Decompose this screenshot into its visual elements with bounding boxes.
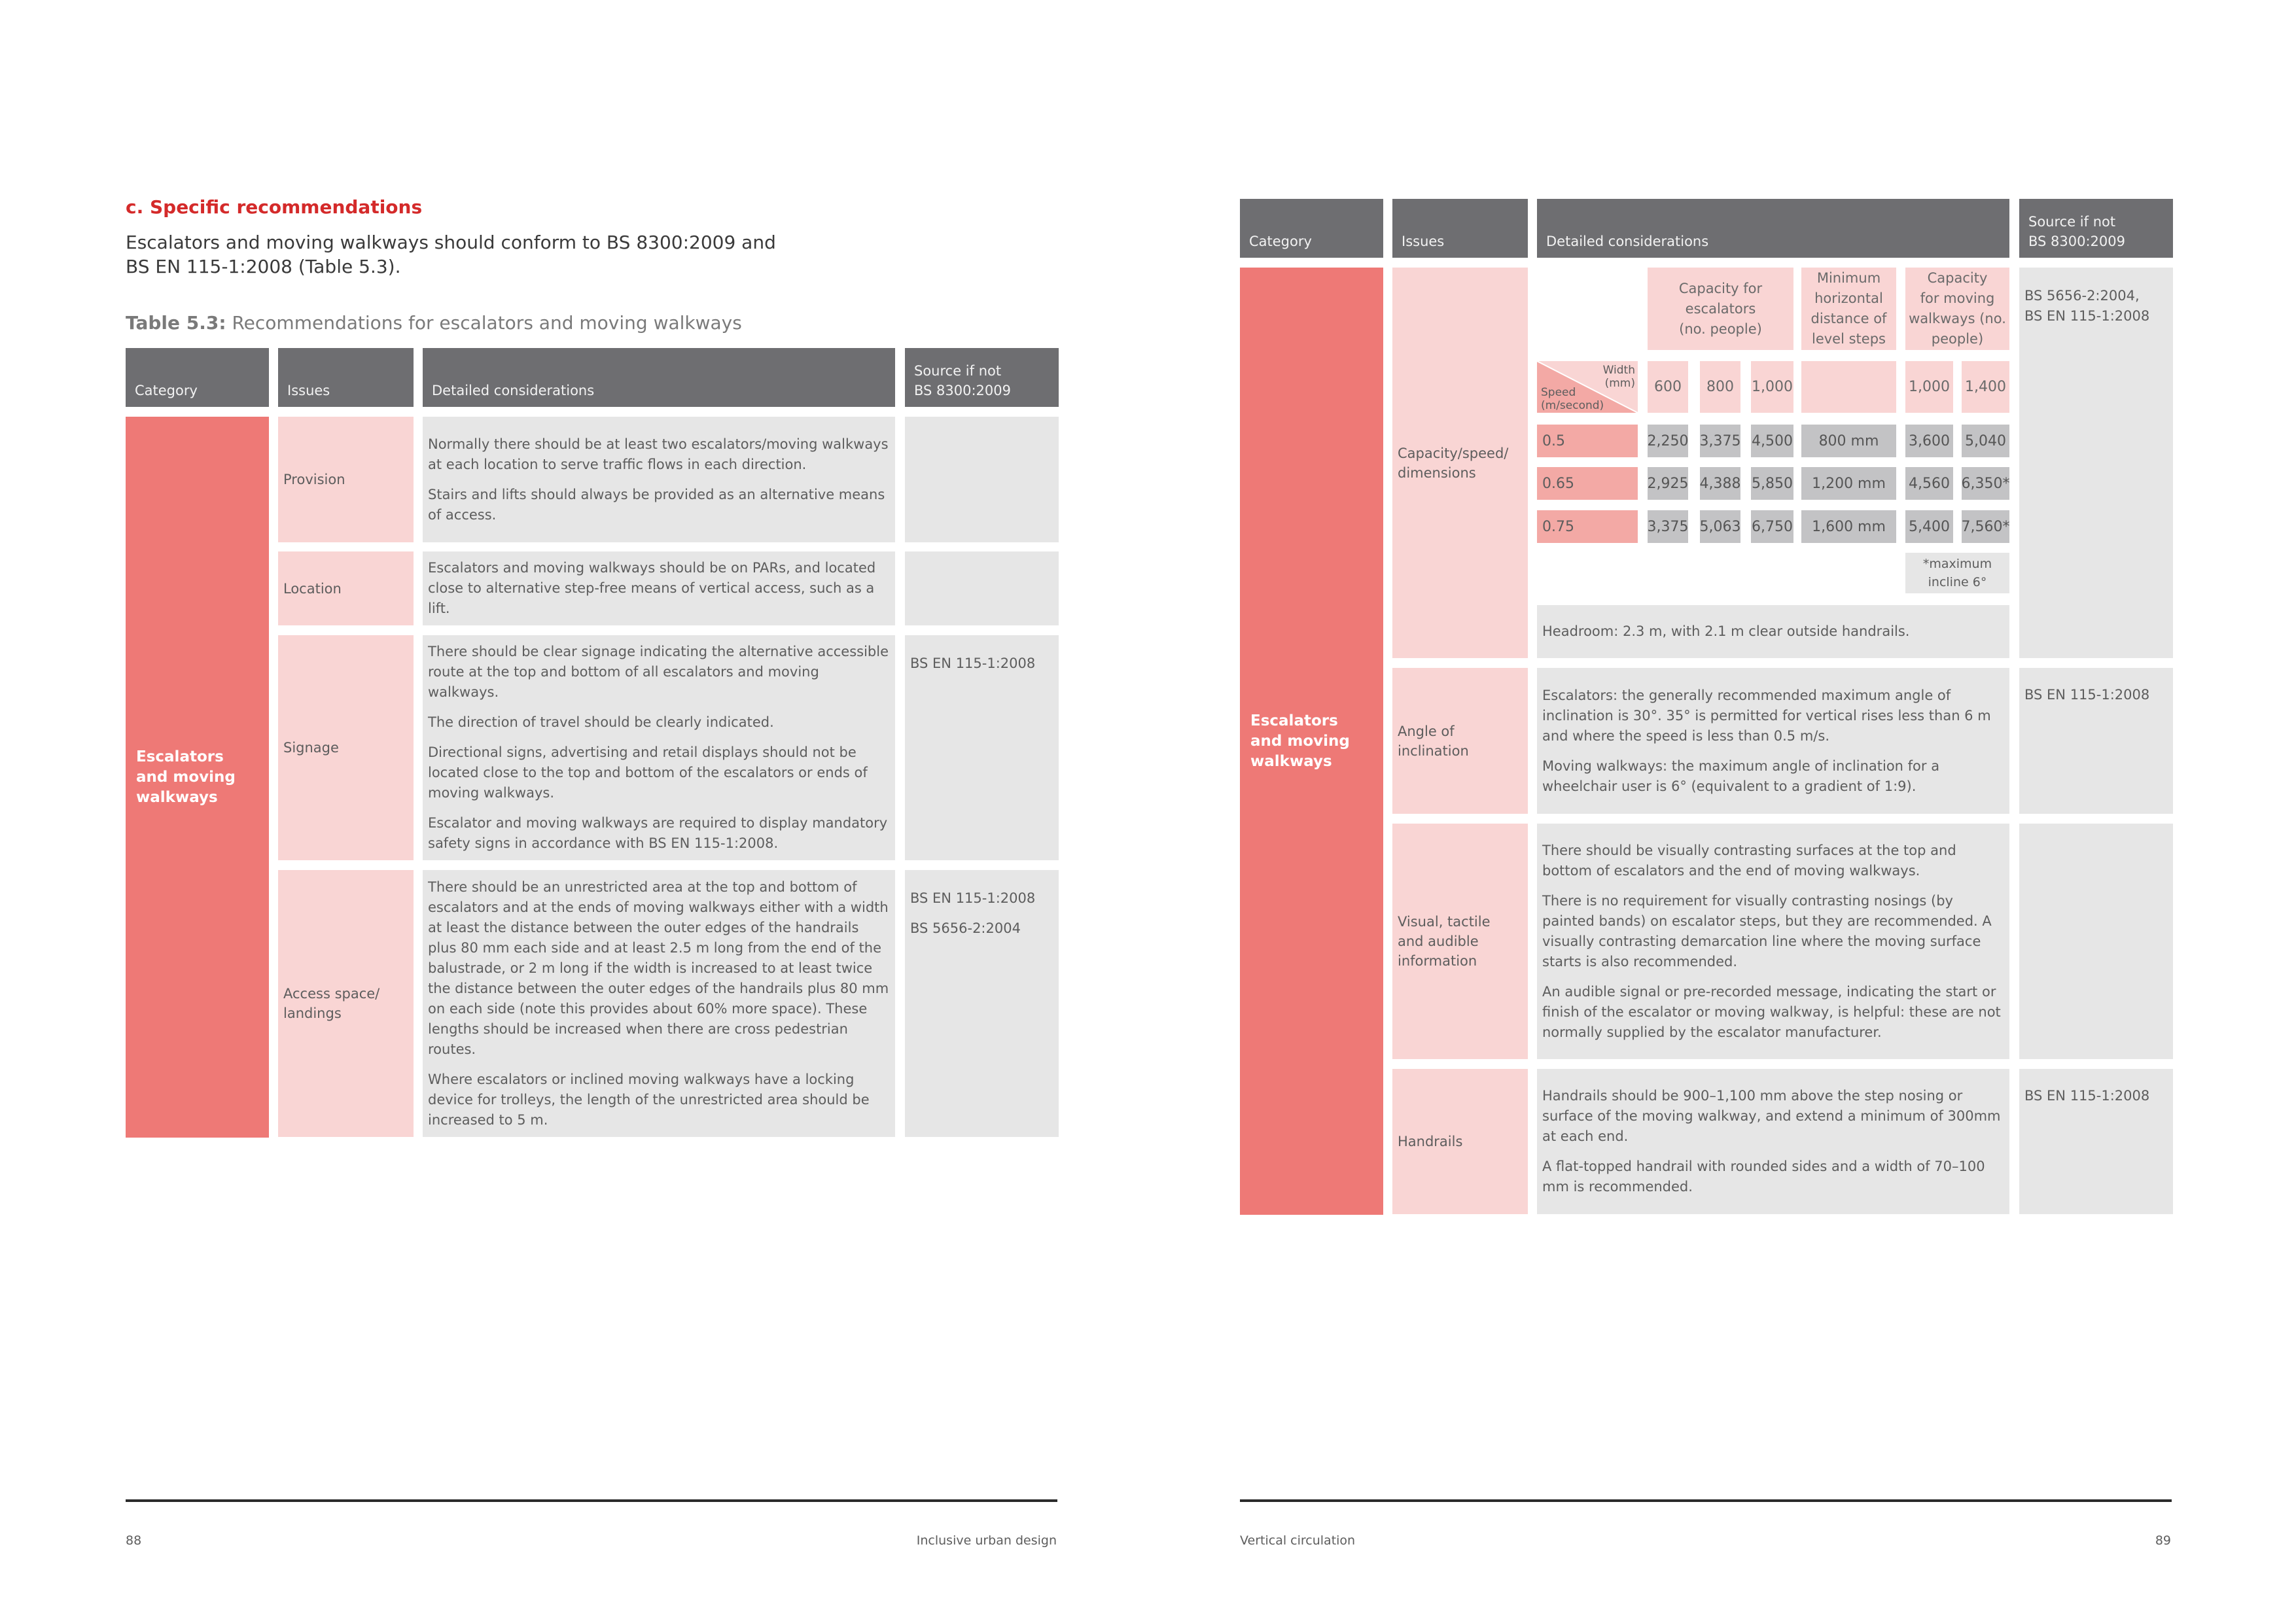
issue-label: Provision <box>283 472 345 487</box>
issue-label: Angle of <box>1398 723 1455 739</box>
issue-label: dimensions <box>1398 464 1476 481</box>
page-number: 88 <box>126 1533 142 1548</box>
header-detailed-label: Detailed considerations <box>432 383 595 398</box>
header-category <box>126 348 269 407</box>
issue-cell <box>1392 668 1528 814</box>
category-label: walkways <box>1250 752 1332 770</box>
width-empty <box>1801 361 1896 413</box>
col-header-line: walkways (no. <box>1909 311 2006 326</box>
issue-label: and audible <box>1398 934 1479 949</box>
detail-paragraph: There should be visually contrasting surfaces at the top and bottom of escalators and the end of moving walkways. <box>1542 842 1956 879</box>
source-cell <box>2019 824 2173 1059</box>
source-text: BS 5656-2:2004, <box>2024 288 2140 304</box>
width-value: 1,400 <box>1962 361 2009 413</box>
header-issues-label: Issues <box>1402 234 1445 249</box>
col-header-line: people) <box>1931 331 1984 347</box>
width-value: 1,000 <box>1751 361 1793 413</box>
issue-cell <box>1392 268 1528 658</box>
width-unit: (mm) <box>1604 377 1635 390</box>
issue-label: Handrails <box>1398 1134 1463 1149</box>
col-header-line: escalators <box>1685 300 1756 317</box>
detail-paragraph: Handrails should be 900–1,100 mm above the step nosing or surface of the moving walkway, and extend a minimum of 300mm at each end. <box>1542 1088 2001 1144</box>
capacity-value: 3,600 <box>1905 425 1953 457</box>
detail-paragraph: Escalators: the generally recommended maximum angle of inclination is 30°. 35° is permitted for vertical rises less than 6 m and where the speed is less than 0.5 m/s. <box>1542 687 1991 744</box>
detail-paragraph: Moving walkways: the maximum angle of inclination for a wheelchair user is 6° (equivalent to a gradient of 1:9). <box>1542 758 1940 794</box>
speed-unit: (m/second) <box>1541 399 1604 412</box>
capacity-value: 6,350* <box>1962 467 2009 500</box>
capacity-value: 5,400 <box>1905 510 1953 543</box>
source-cell <box>905 417 1059 542</box>
header-source-label: BS 8300:2009 <box>914 383 1012 398</box>
col-header-line: Capacity for <box>1678 280 1763 296</box>
header-source <box>905 348 1059 407</box>
category-label: Escalators <box>1250 712 1338 729</box>
issue-label: information <box>1398 953 1477 969</box>
footer-rule <box>126 1499 1057 1502</box>
headroom-text: Headroom: 2.3 m, with 2.1 m clear outside handrails. <box>1542 623 1910 639</box>
issue-cell <box>278 870 414 1137</box>
header-category-label: Category <box>135 383 198 398</box>
detail-cell <box>423 417 895 542</box>
detail-paragraph: There should be an unrestricted area at the top and bottom of escalators and at the ends of moving walkways either with a width at least the distance between the outer edges of the handrails plus 80 mm each side and at least 2.5 m long from the end of the balustrade, or 2 m long if the width is increased to at least twice the distance between the outer edges of the handrails plus 80 mm on each side (note this provides about 60% more space). These lengths should be increased when there are cross pedestrian routes. <box>428 879 889 1057</box>
issue-label: Visual, tactile <box>1398 914 1491 930</box>
detail-paragraph: Stairs and lifts should always be provided as an alternative means of access. <box>428 486 885 523</box>
detail-cell <box>1537 824 2009 1059</box>
capacity-value: 7,560* <box>1962 510 2009 543</box>
running-title: Vertical circulation <box>1240 1533 1356 1548</box>
issue-label: Capacity/speed/ <box>1398 445 1509 461</box>
table-label: Table 5.3: <box>126 312 226 334</box>
header-source <box>2019 199 2173 258</box>
speed-value: 0.75 <box>1537 510 1638 543</box>
col-header-min-distance <box>1801 268 1896 350</box>
col-header-walkways <box>1905 268 2009 350</box>
detail-cell <box>423 870 895 1137</box>
detail-paragraph: Directional signs, advertising and retail displays should not be located close to the top and bottom of the escalators or ends of moving walkways. <box>428 744 868 801</box>
issue-label: Access space/ <box>283 986 380 1002</box>
col-header-line: level steps <box>1812 331 1886 347</box>
width-label: Width <box>1602 364 1635 377</box>
header-detailed-label: Detailed considerations <box>1546 234 1709 249</box>
category-label: Escalators <box>136 748 224 765</box>
issue-cell <box>278 551 414 625</box>
footnote-cell <box>1905 553 2009 593</box>
width-value: 800 <box>1700 361 1740 413</box>
intro-text <box>126 230 937 279</box>
capacity-value: 2,250 <box>1648 425 1688 457</box>
source-cell <box>905 551 1059 625</box>
capacity-value: 6,750 <box>1751 510 1793 543</box>
issue-label: inclination <box>1398 742 1469 759</box>
issue-cell <box>278 417 414 542</box>
page-number: 89 <box>2155 1533 2171 1548</box>
detail-cell <box>1537 668 2009 814</box>
width-value: 600 <box>1648 361 1688 413</box>
table-caption <box>126 312 742 334</box>
section-heading: c. Specific recommendations <box>126 196 423 218</box>
detail-paragraph: An audible signal or pre-recorded message, indicating the start or finish of the escalator or moving walkway, is helpful: these are not normally supplied by the escalator manufacturer. <box>1542 983 2001 1040</box>
header-issues <box>278 348 414 407</box>
speed-value: 0.5 <box>1537 425 1638 457</box>
col-header-line: Minimum <box>1816 270 1881 286</box>
detail-paragraph: There should be clear signage indicating the alternative accessible route at the top and bottom of all escalators and moving walkways. <box>428 644 889 700</box>
detail-paragraph: The direction of travel should be clearly indicated. <box>428 714 774 730</box>
capacity-value: 3,375 <box>1700 425 1740 457</box>
col-header-line: distance of <box>1810 311 1887 326</box>
detail-cell <box>1537 1069 2009 1214</box>
width-value: 1,000 <box>1905 361 1953 413</box>
header-category-label: Category <box>1249 234 1312 249</box>
source-text: BS EN 115-1:2008 <box>910 655 1036 671</box>
footnote-line: incline 6° <box>1928 575 1987 589</box>
issue-label: landings <box>283 1005 342 1021</box>
source-text: BS EN 115-1:2008 <box>2024 308 2150 324</box>
min-distance-value: 1,200 mm <box>1801 467 1896 500</box>
source-text: BS EN 115-1:2008 <box>910 890 1036 906</box>
source-cell <box>905 870 1059 1137</box>
detail-paragraph: Where escalators or inclined moving walkways have a locking device for trolleys, the length of the unrestricted area should be increased to 5 m. <box>428 1071 870 1128</box>
source-text: BS EN 115-1:2008 <box>2024 1088 2150 1104</box>
capacity-value: 4,560 <box>1905 467 1953 500</box>
intro-line: Escalators and moving walkways should conform to BS 8300:2009 and <box>126 232 776 253</box>
issue-cell <box>1392 1069 1528 1214</box>
col-header-line: horizontal <box>1814 290 1883 306</box>
header-detailed <box>423 348 895 407</box>
header-source-label: Source if not <box>914 363 1002 379</box>
issue-label: Location <box>283 580 342 597</box>
table-title: Recommendations for escalators and moving walkways <box>232 312 742 334</box>
capacity-value: 4,500 <box>1751 425 1793 457</box>
detail-paragraph: Normally there should be at least two escalators/moving walkways at each location to serve traffic flows in each direction. <box>428 436 889 472</box>
source-text: BS 5656-2:2004 <box>910 920 1021 936</box>
header-issues-label: Issues <box>287 383 330 398</box>
header-source-label: BS 8300:2009 <box>2028 234 2126 249</box>
detail-paragraph: A flat-topped handrail with rounded sides and a width of 70–100 mm is recommended. <box>1542 1159 1985 1195</box>
header-issues <box>1392 199 1528 258</box>
capacity-value: 3,375 <box>1648 510 1688 543</box>
intro-line: BS EN 115-1:2008 (Table 5.3). <box>126 256 401 277</box>
source-cell <box>905 635 1059 860</box>
width-speed-corner <box>1537 361 1638 413</box>
min-distance-value: 1,600 mm <box>1801 510 1896 543</box>
category-cell <box>1240 268 1383 1215</box>
header-detailed <box>1537 199 2009 258</box>
source-cell <box>2019 268 2173 658</box>
footnote-line: *maximum <box>1922 557 1992 571</box>
detail-cell <box>423 635 895 860</box>
issue-cell <box>1392 824 1528 1059</box>
detail-cell <box>423 551 895 625</box>
col-header-line: (no. people) <box>1679 321 1762 337</box>
speed-value: 0.65 <box>1537 467 1638 500</box>
category-label: and moving <box>136 768 236 786</box>
detail-paragraph: Escalator and moving walkways are required to display mandatory safety signs in accordance with BS EN 115-1:2008. <box>428 815 888 851</box>
capacity-value: 5,063 <box>1700 510 1740 543</box>
speed-label: Speed <box>1541 386 1576 399</box>
capacity-value: 5,850 <box>1751 467 1793 500</box>
col-header-line: for moving <box>1920 290 1995 306</box>
header-source-label: Source if not <box>2028 214 2116 230</box>
source-cell <box>2019 668 2173 814</box>
footer-rule <box>1240 1499 2172 1502</box>
capacity-value: 4,388 <box>1700 467 1740 500</box>
detail-paragraph: There is no requirement for visually contrasting nosings (by painted bands) on escalator steps, but they are recommended. A visually contrasting demarcation line where the moving surface starts is also recommended. <box>1542 892 1992 969</box>
detail-paragraph: Escalators and moving walkways should be on PARs, and located close to alternative step-free means of vertical access, such as a lift. <box>428 560 876 616</box>
col-header-line: Capacity <box>1927 270 1988 286</box>
issue-cell <box>278 635 414 860</box>
running-title: Inclusive urban design <box>916 1533 1057 1548</box>
source-cell <box>2019 1069 2173 1214</box>
source-text: BS EN 115-1:2008 <box>2024 687 2150 703</box>
capacity-value: 5,040 <box>1962 425 2009 457</box>
header-category <box>1240 199 1383 258</box>
issue-label: Signage <box>283 740 339 756</box>
headroom-cell <box>1537 605 2009 658</box>
category-label: and moving <box>1250 732 1350 750</box>
capacity-value: 2,925 <box>1648 467 1688 500</box>
category-cell <box>126 417 269 1138</box>
category-label: walkways <box>136 788 218 806</box>
col-header-escalators <box>1648 268 1793 350</box>
capacity-table <box>1537 268 2009 658</box>
min-distance-value: 800 mm <box>1801 425 1896 457</box>
